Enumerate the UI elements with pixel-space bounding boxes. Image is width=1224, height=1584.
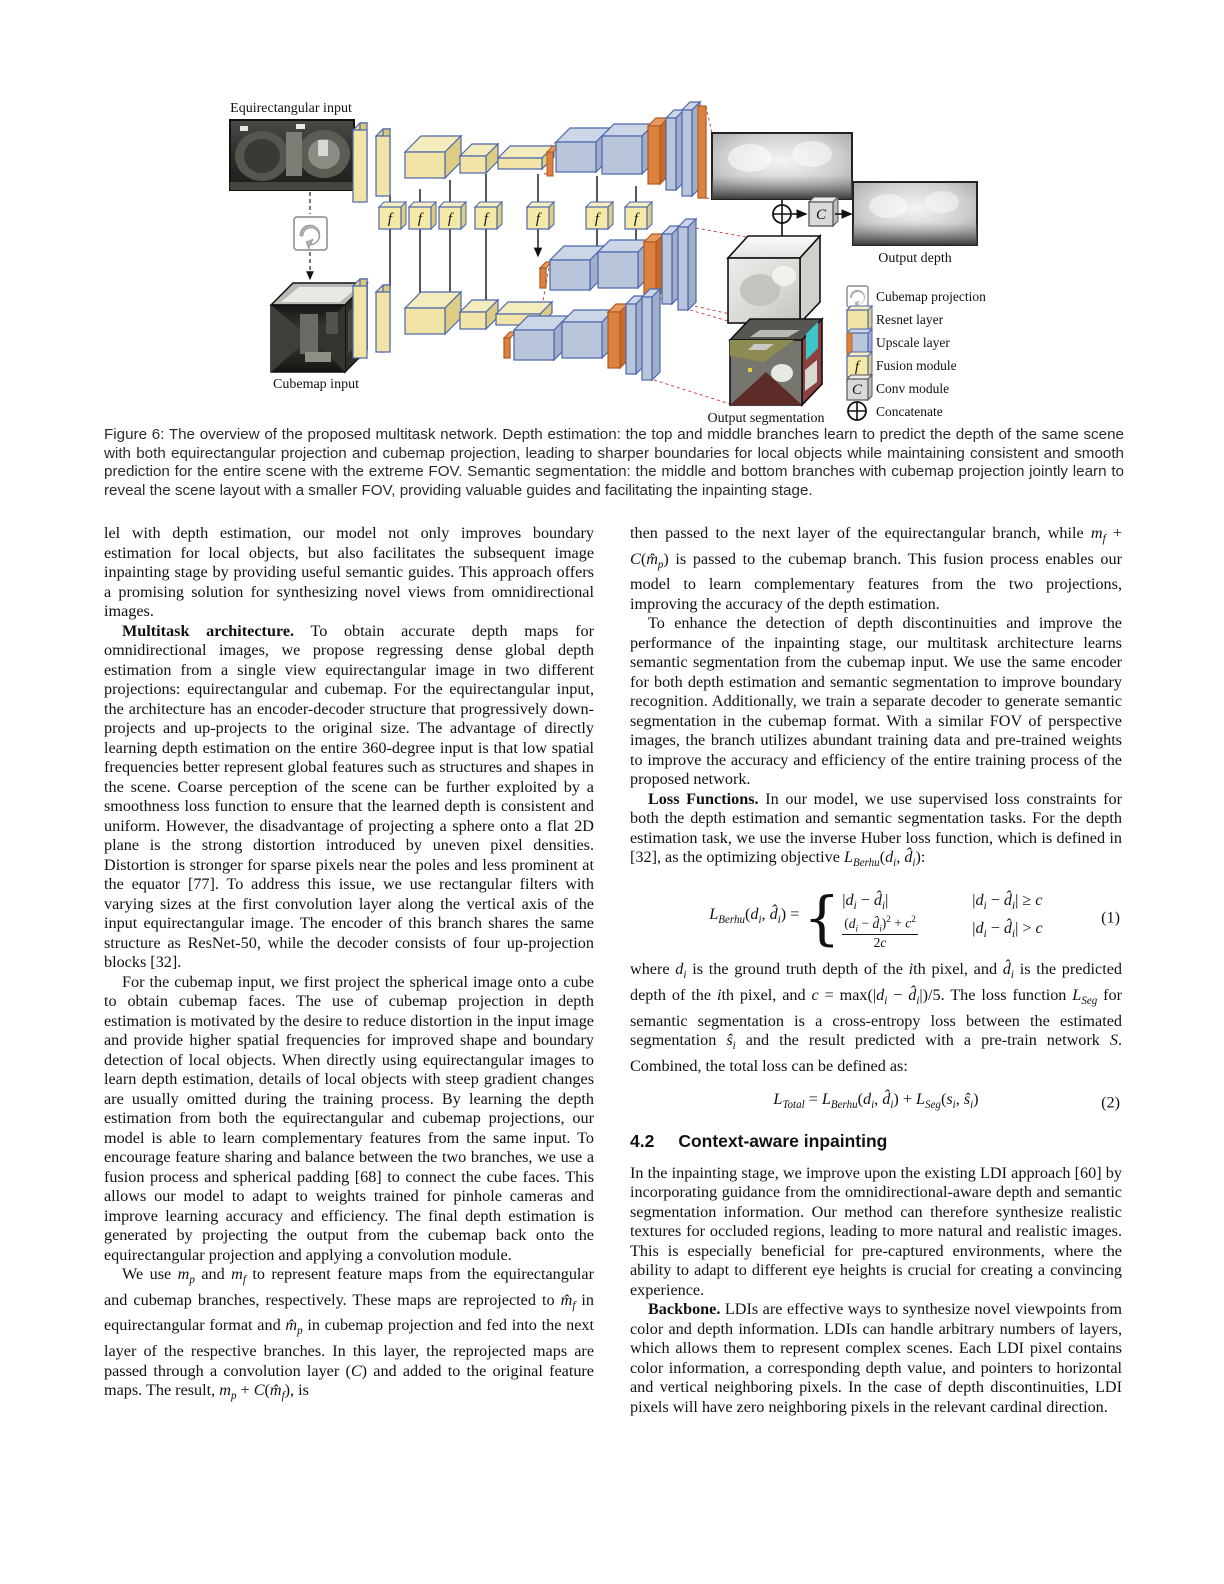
left-column: [104, 524, 594, 1407]
equation-2-body: $L_{Total} = L_{Berhu}(d_i$, $d̂_i) + L_{Seg}(s_i$, $ŝ_i$): [773, 1090, 979, 1112]
right-column: [630, 524, 1122, 1417]
legend-cubemap-projection-icon: [847, 286, 868, 308]
equirect-input-label: Equirectangular input: [230, 101, 352, 116]
output-depth-image: [853, 182, 977, 245]
svg-text:f: f: [387, 211, 393, 227]
fusion-module-2: [409, 202, 436, 229]
section-number: 4.2: [630, 1131, 655, 1152]
cubemap-input-label: Cubemap input: [273, 377, 359, 392]
fusion-module-7: [625, 202, 652, 229]
legend-concatenate-icon: [848, 402, 866, 420]
paragraph-backbone: Backbone. LDIs are effective ways to synthesize novel viewpoints from color and depth information. LDIs can handle arbitrary numbers of layers, which allows them to represent complex scenes. Each LDI pixel contains color information, a corresponding depth value, and pointers to horizontal and vertical neighboring pixels. In the case of depth discontinuities, LDI pixels will have zero neighboring pixels in the relevant cardinal direction.: [630, 1300, 1122, 1416]
svg-text:f: f: [633, 211, 639, 227]
cubemap-depth-decoder-layers: [540, 219, 696, 310]
cubemap-projection-icon: [294, 217, 327, 250]
paragraph-cubemap-input: For the cubemap input, we first project the spherical image onto a cube to obtain cubemap faces. The use of cubemap projection in depth estimation is motivated by the desire to reduce distortion in the input image and provide higher spatial frequencies for improved shape and boundary detection of local objects. When directly using equirectangular images to learn depth estimation, details of local objects with steep gradient changes are usually omitted during the training process. By learning the depth estimation from both the equirectangular and cubemap projections, our model is able to learn complementary features from the same input. To encourage feature sharing and balance between the two branches, we use a fusion process and spherical padding [68] to connect the cube faces. This allows our model to adapt to weights trained for pinhole cameras and improve learning accuracy and efficiency. The final depth estimation is generated by projecting the output from the cubemap back onto the equirectangular projection and applying a convolution module.: [104, 972, 594, 1264]
legend-label-resnet-layer: Resnet layer: [876, 312, 944, 327]
paragraph-loss-explanation: where $d_i$ is the ground truth depth of the ith pixel, and $d̂_i$ is the predicted depth of the ith pixel, and $c = \max(|d_i$ − $d̂_i|)/5$. The loss function $L_{Seg}$ for semantic segmentation is a cross-entropy loss between the estimated segmentation $ŝ_i$ and the result predicted with a pre-train network S. Combined, the total loss can be defined as:: [630, 960, 1122, 1075]
legend-label-conv-module: Conv module: [876, 381, 950, 396]
fusion-module-5: [527, 202, 554, 229]
conv-module-node: [809, 197, 838, 226]
equation-1-case2-condition: $|d_i$ − $d̂_i| > c$: [972, 919, 1043, 941]
cases-brace: {: [803, 883, 841, 952]
output-segmentation-cube: [730, 319, 822, 405]
legend-fusion-module-icon: [847, 352, 872, 377]
paragraph-continued: lel with depth estimation, our model not only improves boundary estimation for local objects, but also facilitates the subsequent image inpainting stage by providing useful semantic guides. This approach offers a promising solution for synthesizing novel views from omnidirectional images.: [104, 524, 594, 620]
equation-1-case2-value: $\frac{(d_i - d̂_i)^2 + c^2}{2c}$: [844, 914, 916, 950]
paragraph-feature-maps: We use $m_p$ and $m_f$ to represent feature maps from the equirectangular and cubemap branches, respectively. These maps are reprojected to $m̂_f$ in equirectangular format and $m̂_p$ in cubemap projection and fed into the next layer of the respective branches. In this layer, the reprojected maps are passed through a convolution layer (C) and added to the original feature maps. The result, $m_p$ + $C(m̂_f)$, is: [104, 1265, 595, 1403]
legend-label-fusion-module: Fusion module: [876, 358, 957, 373]
section-title: Context-aware inpainting: [678, 1131, 888, 1152]
equation-2-number: (2): [1101, 1093, 1120, 1112]
svg-text:f: f: [417, 211, 423, 227]
cubemap-depth-output-cube: [728, 236, 820, 323]
multitask-architecture-lead: Multitask architecture.: [122, 621, 295, 640]
output-segmentation-label: Output segmentation: [707, 411, 825, 426]
fusion-connector-lines: [387, 174, 636, 312]
equirect-decoder-layers: [556, 102, 706, 198]
fusion-modules: [379, 202, 652, 229]
fusion-module-1: [379, 202, 406, 229]
figure-6-diagram: [100, 90, 1130, 435]
concatenate-node: [773, 205, 791, 223]
legend-label-cubemap-projection: Cubemap projection: [876, 289, 986, 304]
section-heading-4-2: [630, 1132, 1122, 1152]
equation-1-case1-condition: $|d_i$ − $d̂_i| \ge c$: [972, 891, 1043, 913]
fusion-module-3: [439, 202, 466, 229]
fusion-module-4: [475, 202, 502, 229]
paragraph-semantic-segmentation: To enhance the detection of depth discontinuities and improve the performance of the inpainting stage, our multitask architecture learns semantic segmentation from the cubemap input. We use the same encoder for both depth estimation and semantic segmentation to improve boundary recognition. Additionally, we train a separate decoder to generate semantic segmentation in the cubemap format. With a similar FOV of perspective images, the branch utilizes abundant training data and pre-trained weights to improve the accuracy and efficiency of the entire training process of the proposed network.: [630, 614, 1122, 789]
svg-text:f: f: [594, 211, 600, 227]
svg-text:f: f: [483, 211, 489, 227]
equation-1-lhs: $L_{Berhu}(d_i$, $d̂_i$) =: [709, 905, 800, 927]
multitask-network-diagram: [100, 90, 1130, 435]
output-depth-label: Output depth: [878, 251, 952, 266]
paragraph-fusion-continued: then passed to the next layer of the equirectangular branch, while $m_f$ + $C(m̂_p)$ is passed to the cubemap branch. This fusion process enables our model to learn complementary features from the two projections, improving the accuracy of the depth estimation.: [630, 524, 1122, 613]
equirectangular-input-image: [230, 120, 354, 190]
legend-upscale-layer-icon: [847, 329, 872, 354]
legend-resnet-layer-icon: [847, 306, 872, 331]
equation-2: [630, 1090, 1122, 1116]
equation-1-number: (1): [1101, 908, 1120, 927]
equation-1: [630, 883, 1122, 952]
svg-text:C: C: [851, 382, 863, 398]
paragraph-inpainting-stage: In the inpainting stage, we improve upon the existing LDI approach [60] by incorporating guidance from the omnidirectional-aware depth and semantic segmentation information. Our method can therefore synthesize realistic textures for occluded regions, leading to more natural and realistic images. This is especially beneficial for pre-captured environments, where the ability to adapt to different eye heights is crucial for creating a convincing experience.: [630, 1163, 1122, 1299]
equation-1-case1-value: $|d_i$ − $d̂_i|$: [842, 891, 889, 913]
figure-6-caption: Figure 6: The overview of the proposed multitask network. Depth estimation: the top and middle branches learn to predict the depth of the same scene with both equirectangular projection and cubemap projection, leading to sharper boundaries for local objects while maintaining consistent and smooth prediction for the entire scene with the extreme FOV. Semantic segmentation: the middle and bottom branches with cubemap projection jointly learn to reveal the scene layout with a smaller FOV, providing valuable guides and facilitating the inpainting stage.: [104, 426, 1124, 499]
svg-text:f: f: [535, 211, 541, 227]
fusion-module-6: [586, 202, 613, 229]
svg-text:C: C: [815, 207, 827, 223]
svg-text:f: f: [447, 211, 453, 227]
backbone-lead: Backbone.: [648, 1300, 721, 1319]
paragraph-multitask-architecture: Multitask architecture. To obtain accurate depth maps for omnidirectional images, we propose regressing dense global depth estimation from a single view equirectangular image in two different projections: equirectangular and cubemap. For the equirectangular input, the architecture has an encoder-decoder structure that progressively down-projects and up-projects to the original size. The advantage of directly learning depth estimation on the entire 360-degree input is that low spatial frequencies better represent global features such as structures and shapes in the scene. Coarse perception of the scene can be further exploited by a smoothness loss function to ensure that the learned depth is consistent and uniform. However, the disadvantage of projecting a sphere onto a flat 2D plane is the strong distortion introduced by uneven pixel densities. Distortion is stronger for sparse pixels near the poles and less prominent at the equator [77]. To address this issue, we use rectangular filters with varying sizes at the first convolution layer along the vertical axis of the input equirectangular image. The encoder of this branch shares the same structure as ResNet-50, while the decoder consists of four up-projection blocks [32].: [104, 621, 594, 971]
equirect-encoder-layers: [353, 123, 554, 202]
loss-functions-lead: Loss Functions.: [648, 789, 759, 808]
paragraph-loss-functions: Loss Functions. In our model, we use supervised loss constraints for both the depth estimation and semantic segmentation tasks. For the depth estimation task, we use the inverse Huber loss function, which is defined in [32], as the optimizing objective $L_{Berhu}(d_i$, $d̂_i$):: [630, 789, 1123, 870]
legend-conv-module-icon: [847, 375, 872, 400]
svg-text:f: f: [854, 359, 860, 375]
figure-legend: [847, 286, 986, 420]
equirect-depth-map: [712, 133, 852, 199]
legend-label-upscale-layer: Upscale layer: [876, 335, 950, 350]
legend-label-concatenate: Concatenate: [876, 404, 943, 419]
